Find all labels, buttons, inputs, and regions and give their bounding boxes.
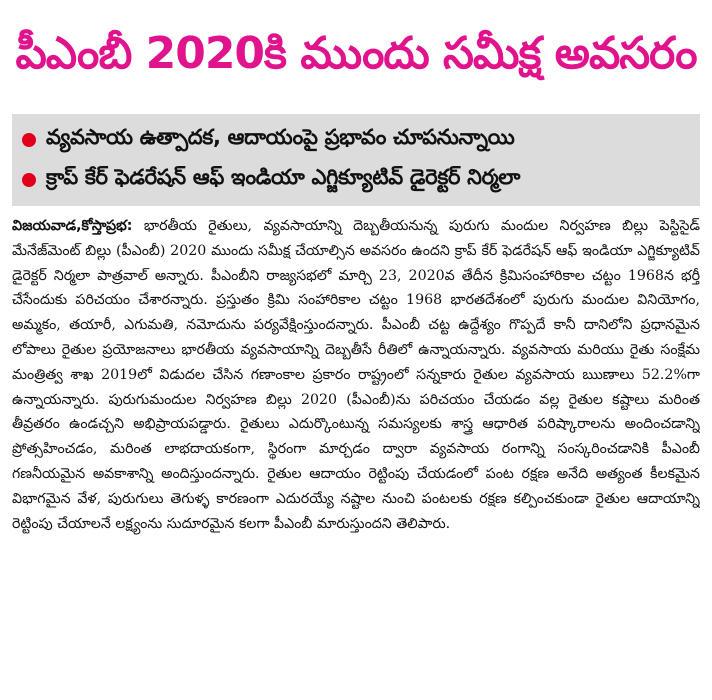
article-body-text: భారతీయ రైతులు, వ్యవసాయాన్ని దెబ్బతీయనున్న పురుగు మందుల నిర్వహణ బిల్లు పెస్టిసైడ్ మేనేజ్‌మెంట్ బిల్లు (పీఎంబీ) 2020 ముందు సమీక్ష చేయాల్సిన అవసరం ఉందని క్రాప్ కేర్ ఫెడరేషన్ ఆఫ్ ఇండియా ఎగ్జిక్యూటివ్ డైరెక్టర్ నిర్మలా పాత్రవాల్ అన్నారు. పీఎంబీని రాజ్యసభలో మార్చి 23, 2020వ తేదీన క్రిమిసంహారికాల చట్టం 1968న భర్తీ చేసేందుకు పరిచయం చేశారన్నారు. ప్రస్తుతం క్రిమి సంహారికాల చట్టం 1968 భారతదేశంలో పురుగు మందుల వినియోగం, అమ్మకం, తయారీ, ఎగుమతి, నమోదును పర్యవేక్షింస్తుందన్నారు. పీఎంబీ చట్ట ఉద్దేశ్యం గొప్పదే కానీ దానిలోని ప్రధానమైన లోపాలు రైతుల ప్రయోజనాలు భారతీయ వ్యవసాయాన్ని దెబ్బతీసే రీతిలో ఉన్నాయన్నారు. వ్యవసాయ మరియు రైతు సంక్షేమ మంత్రిత్వ శాఖ 2019లో విడుదల చేసిన గణాంకాల ప్రకారం రాష్ట్రంలో సన్నకారు రైతుల వ్యవసాయ ఋణాలు 52.2%గా ఉన్నాయన్నారు. పురుగుమందుల నిర్వహణ బిల్లు 2020 (పీఎంబీ)ను పరిచయం చేయడం వల్ల రైతుల కష్టాలు మరింత తీవ్రతరం ఉండచ్చని అభిప్రాయపడ్డారు. రైతులు ఎదుర్కొంటున్న సమస్యలకు శాస్త్ర ఆధారిత పరిష్కారాలను అందించడాన్ని ప్రోత్సహించడం, మరింత లాభదాయకంగా, స్థిరంగా మార్చడం ద్వారా వ్యవసాయ రంగాన్ని సంస్కరించడానికి పీఎంబీ గణనీయమైన అవకాశాన్ని అందిస్తుందన్నారు. రైతుల ఆదాయం రెట్టింపు చేయడంలో పంట రక్షణ అనేది అత్యంత కీలకమైన విభాగమైన వేళ, పురుగులు తెగుళ్ళ కారణంగా ఎదురయ్యే నష్టాల నుంచి పంటలకు రక్షణ కల్పించకుండా రైతుల ఆదాయాన్ని రెట్టింపు చేయాలనే లక్ష్యంను సుదూరమైన కలగా పీఎంబీ మారుస్తుందని తెలిపారు. xyxy=(12,218,700,532)
dateline: విజయవాడ,కోస్తాప్రభ: xyxy=(12,218,133,234)
headline: పీఎంబీ 2020కి ముందు సమీక్ష అవసరం xyxy=(15,28,697,79)
bullet-icon xyxy=(22,133,36,147)
top-edge-fragment xyxy=(0,0,712,6)
subhead-item xyxy=(22,120,690,160)
subhead-text: క్రాప్ కేర్ ఫెడరేషన్ ఆఫ్ ఇండియా ఎగ్జిక్యూటివ్ డైరెక్టర్ నిర్మలా xyxy=(46,165,521,189)
bullet-icon xyxy=(22,173,36,187)
subhead-text: వ్యవసాయ ఉత్పాదక, ఆదాయంపై ప్రభావం చూపనున్నాయి xyxy=(46,125,515,149)
subhead-item xyxy=(22,160,690,200)
article-body xyxy=(12,214,700,694)
subhead-box xyxy=(12,114,700,206)
